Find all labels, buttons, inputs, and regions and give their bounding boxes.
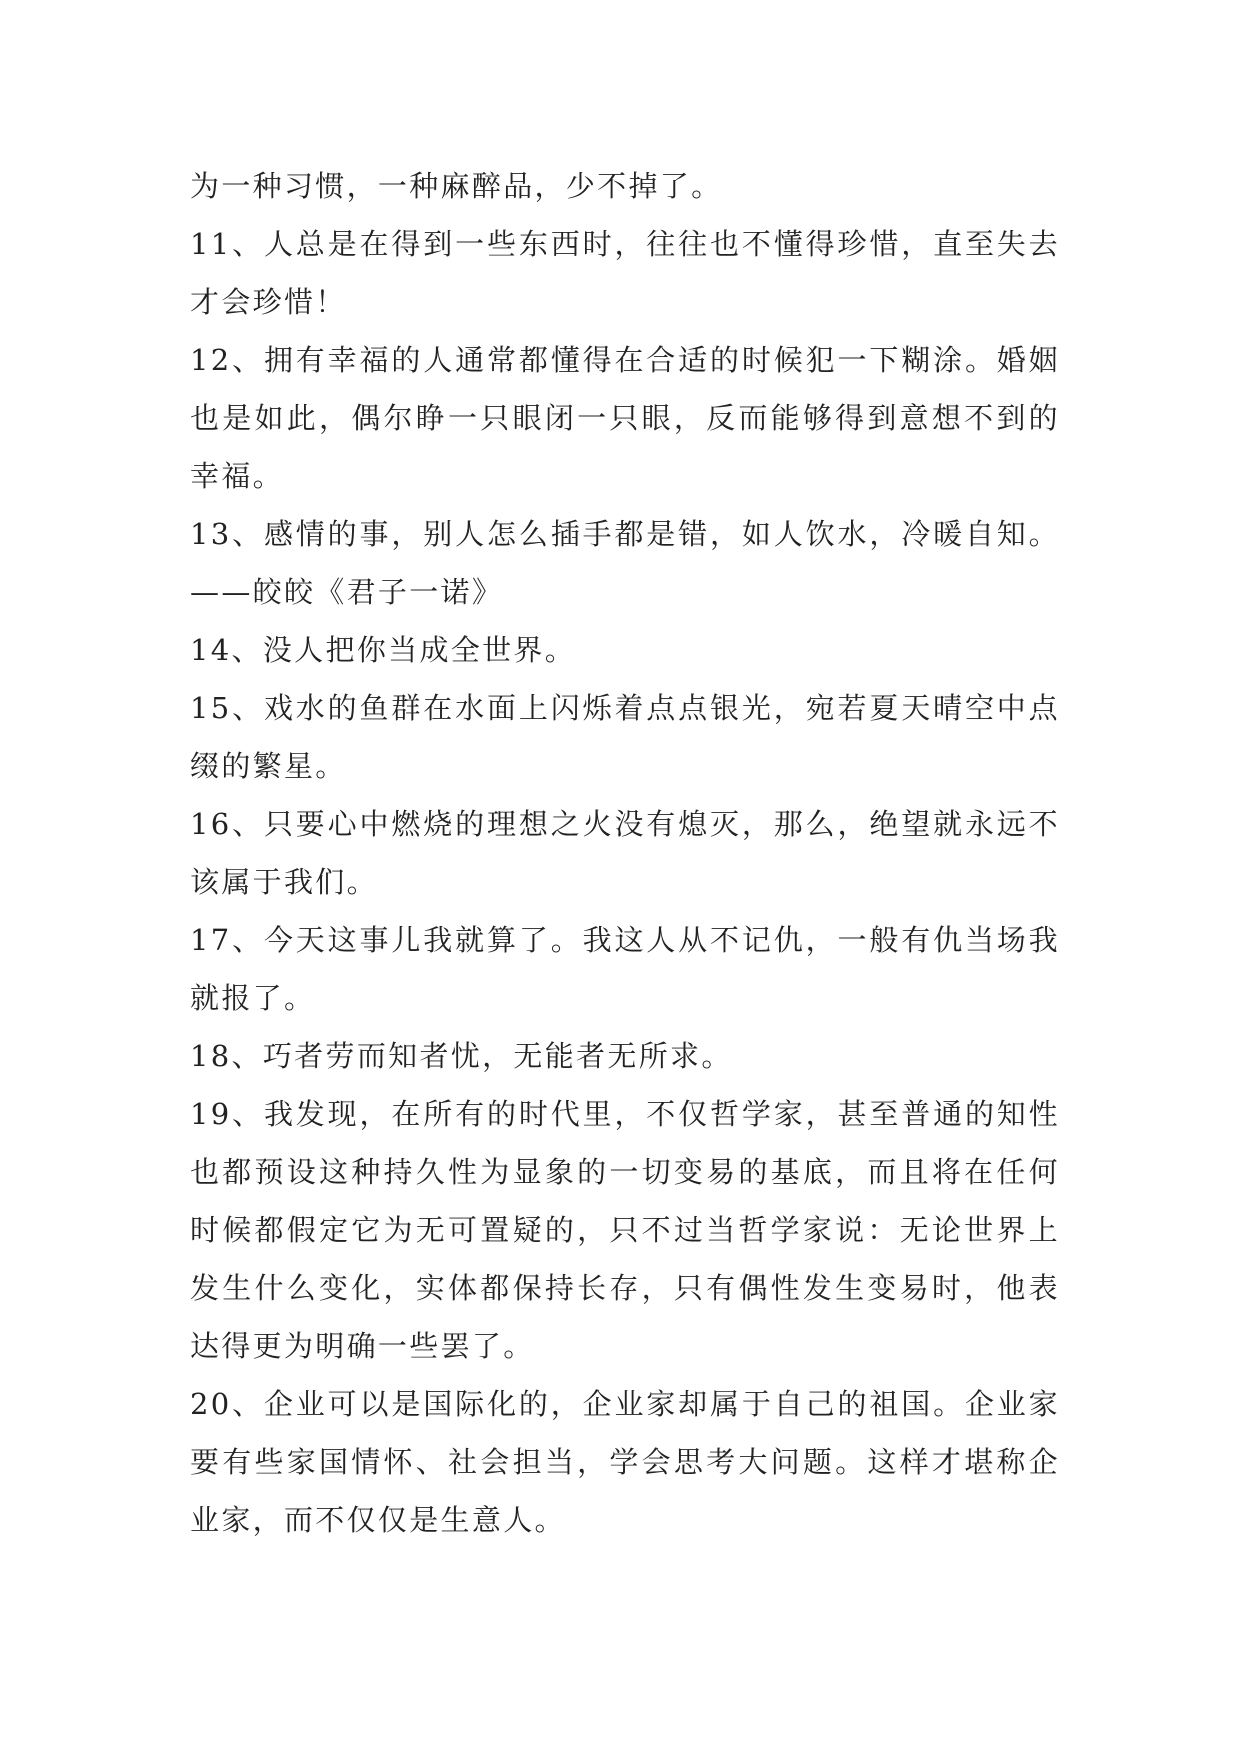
quote-item-17: 17、今天这事儿我就算了。我这人从不记仇，一般有仇当场我就报了。 [190,923,1060,1015]
quote-item-12: 12、拥有幸福的人通常都懂得在合适的时候犯一下糊涂。婚姻也是如此，偶尔睁一只眼闭一只眼，反而能够得到意想不到的幸福。 [190,343,1060,493]
quote-item-16: 16、只要心中燃烧的理想之火没有熄灭，那么，绝望就永远不该属于我们。 [190,807,1060,899]
quote-item-20: 20、企业可以是国际化的，企业家却属于自己的祖国。企业家要有些家国情怀、社会担当，学会思考大问题。这样才堪称企业家，而不仅仅是生意人。 [190,1387,1060,1537]
quote-item-15: 15、戏水的鱼群在水面上闪烁着点点银光，宛若夏天晴空中点缀的繁星。 [190,691,1060,783]
quote-item-19: 19、我发现，在所有的时代里，不仅哲学家，甚至普通的知性也都预设这种持久性为显象的一切变易的基底，而且将在任何时候都假定它为无可置疑的，只不过当哲学家说：无论世界上发生什么变化，实体都保持长存，只有偶性发生变易时，他表达得更为明确一些罢了。 [190,1097,1060,1363]
quote-item-11: 11、人总是在得到一些东西时，往往也不懂得珍惜，直至失去才会珍惜！ [190,227,1060,319]
document-body [190,157,1060,1549]
paragraph-continuation: 为一种习惯，一种麻醉品，少不掉了。 [190,169,723,203]
quote-item-14: 14、没人把你当成全世界。 [190,633,577,667]
quote-item-13: 13、感情的事，别人怎么插手都是错，如人饮水，冷暖自知。——皎皎《君子一诺》 [190,517,1060,609]
quote-item-18: 18、巧者劳而知者忧，无能者无所求。 [190,1039,733,1073]
